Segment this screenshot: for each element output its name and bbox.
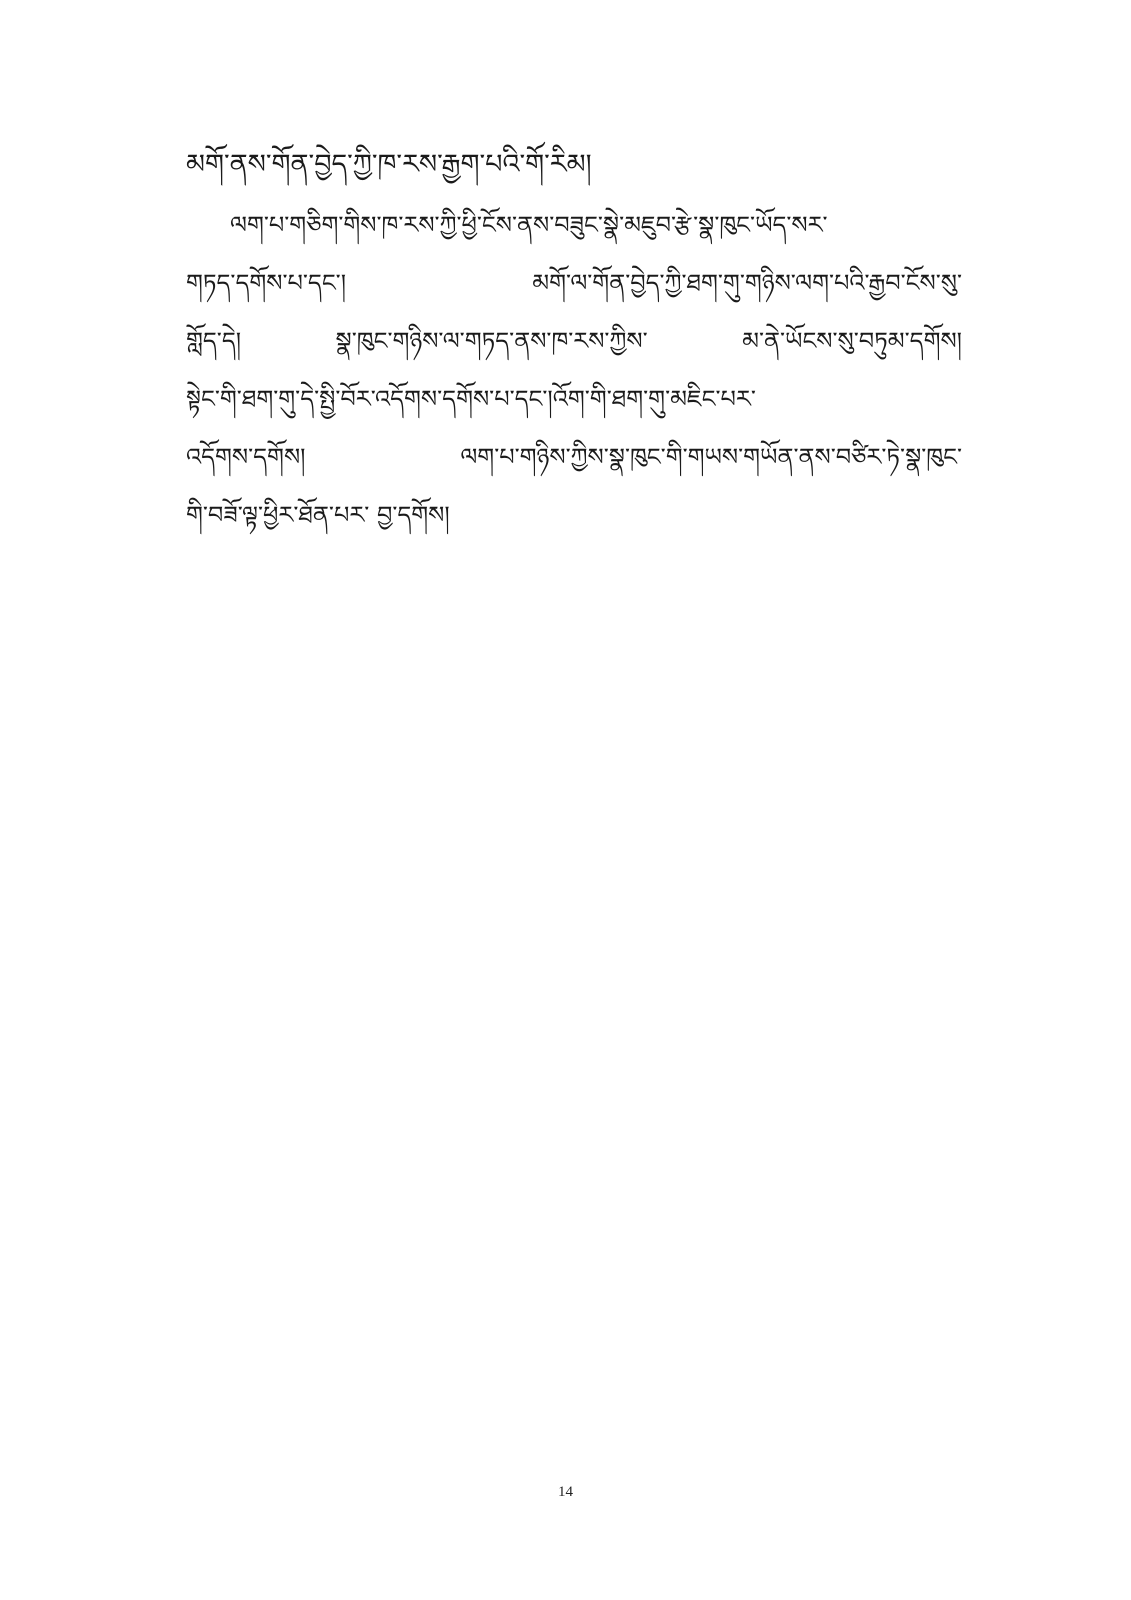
paragraph-line: ལག་པ་གཅིག་གིས་ཁ་རས་ཀྱི་ཕྱི་ངོས་ནས་བཟུང་སྣེ་མཇུབ་རྩེ་སྣ་ཁུང་ཡོད་སར་ bbox=[230, 211, 828, 239]
paragraph-line: གི་བཟོ་ལྟ་ཕྱིར་ཐོན་པར་ བྱ་དགོས། bbox=[186, 501, 450, 529]
section-heading: མགོ་ནས་གོན་བྱེད་ཀྱི་ཁ་རས་རྒྱག་པའི་གོ་རིམ། bbox=[186, 149, 592, 180]
page-number: 14 bbox=[558, 1484, 573, 1500]
body-paragraph bbox=[186, 196, 962, 544]
paragraph-line: སྟེང་གི་ཐག་གུ་དེ་སྤྱི་བོར་འདོགས་དགོས་པ་དང་།འོག་གི་ཐག་གུ་མཇིང་པར་ bbox=[186, 385, 756, 413]
paragraph-line: གཏད་དགོས་པ་དང་། མགོ་ལ་གོན་བྱེད་ཀྱི་ཐག་གུ་གཉིས་ལག་པའི་རྒྱབ་ངོས་སུ་ bbox=[186, 269, 962, 297]
paragraph-line: འདོགས་དགོས། ལག་པ་གཉིས་ཀྱིས་སྣ་ཁུང་གི་གཡས་གཡོན་ནས་བཙིར་ཏེ་སྣ་ཁུང་ bbox=[186, 443, 962, 471]
paragraph-line: གློད་དེ། སྣ་ཁུང་གཉིས་ལ་གཏད་ནས་ཁ་རས་ཀྱིས་ མ་ནེ་ཡོངས་སུ་བཏུམ་དགོས། bbox=[186, 327, 962, 355]
